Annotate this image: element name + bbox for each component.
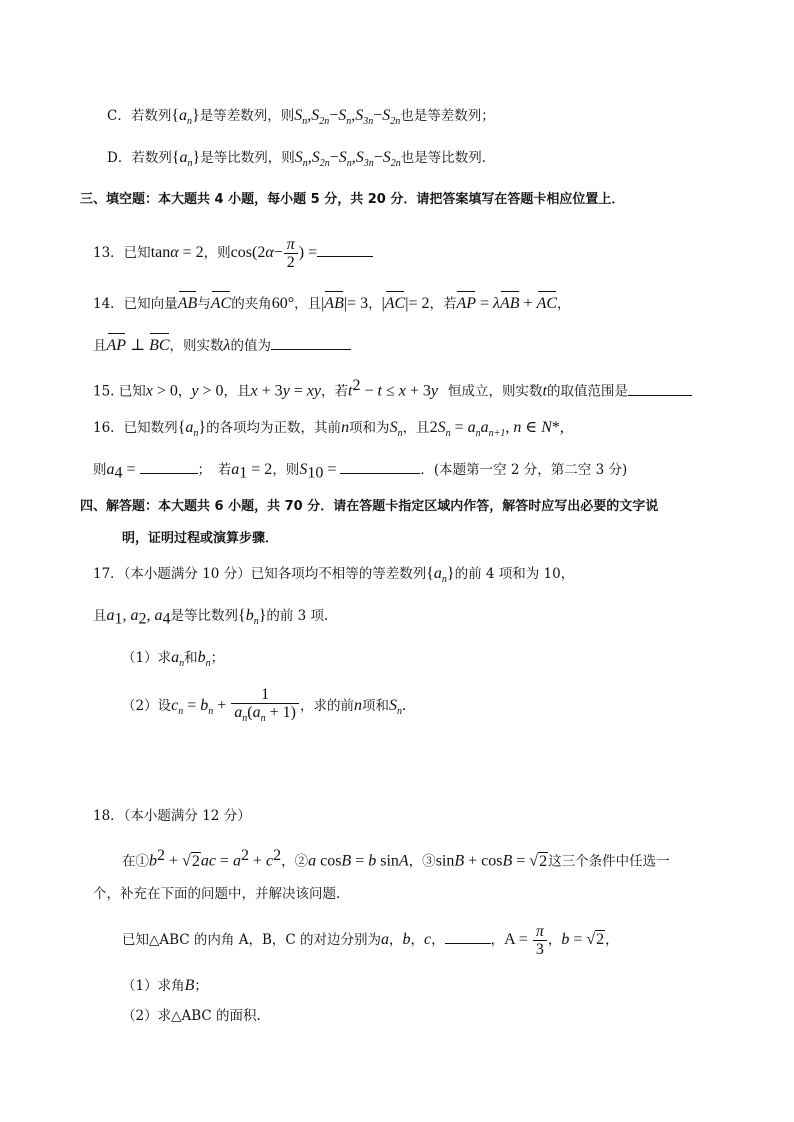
question-18-line-2: 个，补充在下面的问题中，并解决该问题. (93, 886, 341, 902)
question-18-part-2: （2）求△ABC 的面积. (122, 1008, 261, 1024)
question-16: 16．已知数列$\{a_n\}$的各项均为正数，其前n项和为$S_n$，且$2S_n = a_na_{n+1}$, n ∈ N*, (93, 419, 564, 440)
question-17-line-2: 且$a_1$, $a_2$, $a_4$是等比数列$\{b_n\}$的前 3 项. (93, 607, 329, 628)
question-17-part-1: （1）求$a_n$和$b_n$； (122, 649, 225, 670)
answer-blank-16b[interactable] (340, 472, 420, 474)
question-18-conditions: 在$①b^2 + √2ac = a^2 + c^2$，②a cosB = b sinA，③sinB + cosB = √2这三个条件中任选一 (122, 847, 670, 870)
answer-blank-16a[interactable] (140, 472, 198, 474)
section-4-heading-cont: 明，证明过程或演算步骤． (122, 531, 279, 546)
question-18: 18．（本小题满分 12 分） (93, 808, 251, 824)
option-d: D．若数列$\{a_n\}$是等比数列，则$S_n,S_{2n}-S_n,S_{3n}-S_{2n}$也是等比数列. (107, 149, 487, 170)
question-16-line-2: 则$a_4$ = ； 若$a_1 = 2$，则$S_{10}$ = ．(本题第一空 2 分，第二空 3 分) (93, 461, 628, 482)
question-17-part-2: （2）设$c_n = b_n$ + $\frac{1}{a_n(a_n + 1)}$ ，求的前n项和$S_n$. (122, 686, 406, 725)
answer-blank-13[interactable] (317, 255, 373, 257)
question-17: 17．（本小题满分 10 分）已知各项均不相等的等差数列$\{a_n\}$的前 4 项和为 10， (93, 565, 575, 586)
option-c: C．若数列$\{a_n\}$是等差数列，则$S_n,S_{2n}-S_n,S_{3n}-S_{2n}$也是等差数列； (107, 107, 495, 128)
section-3-heading: 三、填空题：本大题共 4 小题，每小题 5 分，共 20 分．请把答案填写在答题卡相应位置上． (80, 192, 625, 207)
question-13: 13．已知tanα = 2，则cos(2α− $\frac{\pi}{2}$ ) = (93, 234, 373, 272)
question-14: 14．已知向量AB与AC的夹角60°，且|AB|= 3，|AC|= 2，若AP = λAB + AC， (93, 295, 571, 312)
option-d-label: D．若数列 (107, 150, 172, 166)
option-c-label: C．若数列 (107, 108, 172, 124)
section-4-heading: 四、解答题：本大题共 6 小题，共 70 分．请在答题卡指定区域内作答，解答时应写出必要的文字说 (80, 499, 659, 514)
question-15: 15. 已知x > 0，y > 0，且x + 3y = xy，若$t^2 - t \le x + 3y$ 恒成立，则实数t的取值范围是 (93, 376, 692, 402)
answer-blank-18[interactable] (445, 942, 491, 944)
answer-blank-14[interactable] (271, 348, 351, 350)
question-18-line-3: 已知△ABC 的内角 A，B，C 的对边分别为a，b，c， ，A = $\frac{\pi}{3}$ ，b = √2， (122, 923, 619, 958)
question-18-part-1: （1）求角B； (122, 977, 208, 994)
answer-blank-15[interactable] (628, 394, 692, 396)
question-14-line-2: 且AP ⊥ BC，则实数λ的值为 (93, 336, 351, 356)
